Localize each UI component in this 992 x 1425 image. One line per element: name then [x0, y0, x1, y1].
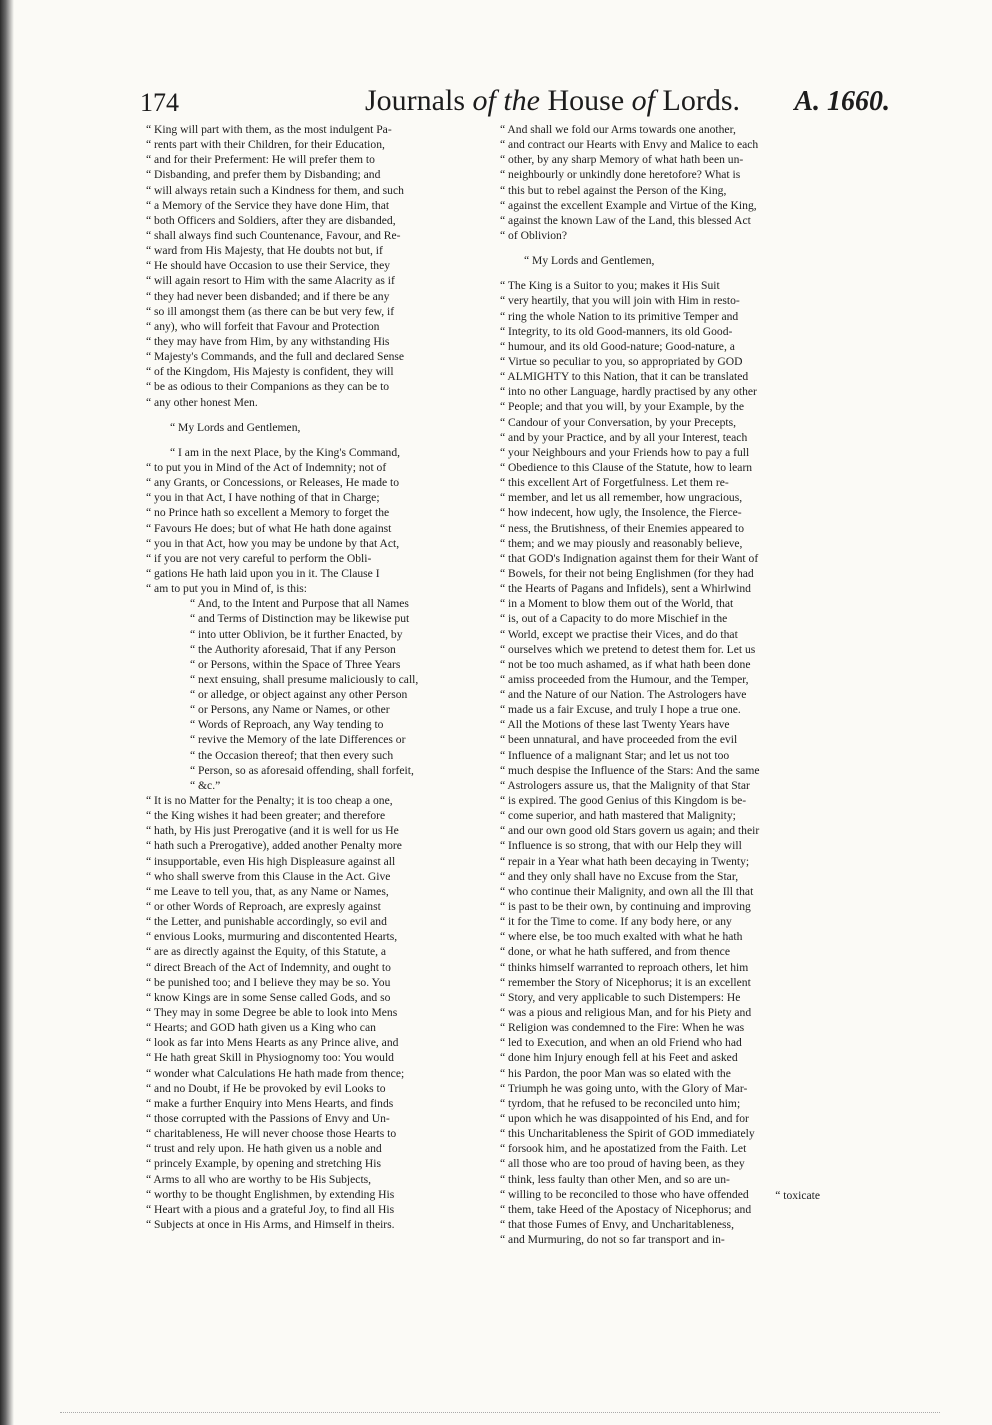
text-line: “ done, or what he hath suffered, and from thence: [500, 945, 730, 959]
text-line: “ those corrupted with the Passions of Envy and Un-: [146, 1112, 390, 1125]
title-part: House: [540, 84, 632, 117]
title-part: Journals: [365, 84, 473, 117]
text-line: “ Candour of your Conversation, by your Precepts,: [500, 415, 737, 429]
paragraph-gap: [146, 435, 494, 445]
text-line: “ so ill amongst them (as there can be but very few, if: [146, 304, 395, 318]
text-line: “ Bowels, for their not being Englishmen (for they had: [500, 566, 754, 580]
catchword: “ toxicate: [775, 1189, 820, 1202]
text-line: “ come superior, and hath mastered that Malignity;: [500, 809, 736, 823]
year: A. 1660.: [794, 86, 890, 117]
text-line: “ a Memory of the Service they have done Him, that: [146, 198, 390, 212]
text-line: “ and by your Practice, and by all your Interest, teach: [500, 430, 748, 444]
text-line: “ the Letter, and punishable accordingly, so evil and: [146, 915, 387, 929]
text-line: “ Heart with a pious and a grateful Joy, to find all His: [146, 1202, 395, 1216]
text-line: “ is past to be their own, by continuing and improving: [500, 900, 751, 914]
text-line: “ against the known Law of the Land, this blessed Act: [500, 213, 751, 227]
text-line: “ Hearts; and GOD hath given us a King who can: [146, 1021, 376, 1035]
text-line: “ and our own good old Stars govern us again; and their: [500, 824, 760, 838]
text-line: “ Disbanding, and prefer them by Disbanding; and: [146, 168, 381, 182]
page-header: [140, 82, 890, 122]
text-line: “ forsook him, and he apostatized from the Faith. Let: [500, 1142, 747, 1156]
text-line: “ wonder what Calculations He hath made from thence;: [146, 1066, 405, 1080]
text-line: “ or Persons, any Name or Names, or other: [190, 703, 390, 717]
right-column: [500, 122, 824, 1247]
title-part: of: [631, 84, 655, 117]
text-line: “ ness, the Brutishness, of their Enemies appeared to: [500, 521, 745, 535]
text-line: “ that those Fumes of Envy, and Uncharitableness,: [500, 1217, 734, 1231]
text-line: “ led to Execution, and when an old Friend who had: [500, 1036, 742, 1050]
text-line: “ ALMIGHTY to this Nation, that it can be translated: [500, 370, 749, 384]
text-line: “ and Murmuring, do not so far transport and in-: [500, 1233, 725, 1247]
text-line: “ and they only shall have no Excuse from the Star,: [500, 869, 739, 883]
text-line: “ any), who will forfeit that Favour and Protection: [146, 319, 380, 333]
running-title: [365, 84, 740, 118]
text-line: “ revive the Memory of the late Differences or: [190, 733, 406, 747]
text-line: “ it for the Time to come. If any body here, or any: [500, 915, 732, 929]
text-line: “ Story, and very applicable to such Distempers: He: [500, 990, 741, 1004]
text-line: “ the Occasion thereof; that then every such: [190, 748, 394, 762]
text-line: “ you in that Act, I have nothing of that in Charge;: [146, 491, 380, 505]
text-line: “ that GOD's Indignation against them for their Want of: [500, 551, 759, 565]
text-line: “ be punished too; and I believe they may be so. You: [146, 975, 391, 989]
text-line: “ am to put you in Mind of, is this:: [146, 582, 308, 596]
text-line: “ Arms to all who are worthy to be His Subjects,: [146, 1172, 372, 1186]
text-line: “ My Lords and Gentlemen,: [170, 420, 301, 434]
text-line: “ this but to rebel against the Person of the King,: [500, 183, 727, 197]
text-line: “ trust and rely upon. He hath given us a noble and: [146, 1142, 382, 1156]
text-line: “ Triumph he was going unto, with the Glory of Mar-: [500, 1081, 748, 1095]
text-line: “ look as far into Mens Hearts as any Prince alive, and: [146, 1036, 399, 1050]
text-line: “ both Officers and Soldiers, after they are disbanded,: [146, 213, 396, 227]
text-line: “ Religion was condemned to the Fire: When he was: [500, 1021, 745, 1035]
text-line: “ the Hearts of Pagans and Infidels), sent a Whirlwind: [500, 582, 751, 596]
text-line: “ ring the whole Nation to its primitive Temper and: [500, 309, 739, 323]
text-line: “ how indecent, how ugly, the Insolence, the Fierce-: [500, 506, 742, 520]
text-line: “ who shall swerve from this Clause in the Act. Give: [146, 869, 391, 883]
text-line: “ hath, by His just Prerogative (and it is well for us He: [146, 824, 399, 838]
text-line: “ other, by any sharp Memory of what hath been un-: [500, 153, 744, 167]
text-line: “ they may have from Him, by any withstanding His: [146, 334, 390, 348]
text-line: “ amiss proceeded from the Humour, and the Temper,: [500, 672, 749, 686]
text-line: “ are as directly against the Equity, of this Statute, a: [146, 945, 387, 959]
text-line: “ into no other Language, hardly practised by any other: [500, 385, 757, 399]
text-line: “ worthy to be thought Englishmen, by extending His: [146, 1187, 395, 1201]
text-line: “ or Persons, within the Space of Three Years: [190, 657, 401, 671]
text-line: “ ward from His Majesty, that He doubts not but, if: [146, 244, 383, 258]
text-line: “ willing to be reconciled to those who have offended: [500, 1187, 749, 1201]
text-line: “ the King wishes it had been greater; and therefore: [146, 809, 386, 823]
text-line: “ thinks himself warranted to reproach others, let him: [500, 960, 749, 974]
text-line: “ they had never been disbanded; and if there be any: [146, 289, 390, 303]
text-line: “ done him Injury enough fell at his Feet and asked: [500, 1051, 738, 1065]
text-line: “ tyrdom, that he refused to be reconciled unto him;: [500, 1096, 741, 1110]
text-line: “ think, less faulty than other Men, and so are un-: [500, 1172, 730, 1186]
text-line: “ He should have Occasion to use their Service, they: [146, 259, 391, 273]
text-line: “ not be too much ashamed, as if what hath been done: [500, 657, 751, 671]
text-line: “ He hath great Skill in Physiognomy too: You would: [146, 1051, 394, 1065]
text-line: “ where else, be too much exalted with what he hath: [500, 930, 743, 944]
text-line: “ Subjects at once in His Arms, and Himself in theirs.: [146, 1217, 395, 1231]
text-line: “ And, to the Intent and Purpose that all Names: [190, 597, 409, 611]
text-line: “ next ensuing, shall presume maliciously to call,: [190, 672, 419, 686]
text-line: “ of the Kingdom, His Majesty is confident, they will: [146, 365, 394, 379]
text-line: “ upon which he was disappointed of his End, and for: [500, 1112, 749, 1125]
text-line: “ and the Nature of our Nation. The Astrologers have: [500, 688, 747, 702]
text-line: “ and Terms of Distinction may be likewise put: [190, 612, 410, 626]
text-line: “ made us a fair Excuse, and truly I hope a true one.: [500, 703, 741, 717]
text-line: “ to put you in Mind of the Act of Indemnity; not of: [146, 460, 387, 474]
text-line: “ know Kings are in some Sense called Gods, and so: [146, 990, 391, 1004]
paragraph-gap: [500, 243, 824, 253]
text-line: “ insupportable, even His high Displeasure against all: [146, 854, 396, 868]
page-number: 174: [140, 88, 179, 117]
text-line: “ any other honest Men.: [146, 395, 258, 409]
text-line: “ this Uncharitableness the Spirit of GOD immediately: [500, 1127, 755, 1141]
paragraph-gap: [500, 268, 824, 278]
text-line: “ any Grants, or Concessions, or Releases, He made to: [146, 476, 400, 490]
text-line: “ The King is a Suitor to you; makes it His Suit: [500, 279, 720, 293]
text-line: “ his Pardon, the poor Man was so elated with the: [500, 1066, 731, 1080]
text-line: “ They may in some Degree be able to look into Mens: [146, 1006, 398, 1020]
text-line: “ neighbourly or unkindly done heretofore? What is: [500, 168, 741, 182]
page-edge-shadow: [0, 0, 14, 1425]
text-line: “ was a pious and religious Man, and for his Piety and: [500, 1006, 752, 1020]
text-line: “ is expired. The good Genius of this Kingdom is be-: [500, 794, 747, 808]
text-line: “ remember the Story of Nicephorus; it is an excellent: [500, 975, 751, 989]
text-line: “ Favours He does; but of what He hath done against: [146, 521, 392, 535]
text-line: “ into utter Oblivion, be it further Enacted, by: [190, 627, 403, 641]
text-line: “ rents part with their Children, for their Education,: [146, 138, 385, 152]
paragraph-gap: [146, 410, 494, 420]
text-line: “ shall always find such Countenance, Favour, and Re-: [146, 228, 401, 242]
text-line: “ Virtue so peculiar to you, so appropriated by GOD: [500, 354, 743, 368]
text-line: “ Influence is so strong, that with our Help they will: [500, 839, 742, 853]
text-line: “ princely Example, by opening and stretching His: [146, 1157, 382, 1171]
left-column: [146, 122, 494, 1232]
text-line: “ who continue their Malignity, and own all the Ill that: [500, 884, 754, 898]
text-line: “ in a Moment to blow them out of the World, that: [500, 597, 734, 611]
bottom-rule: [60, 1412, 940, 1413]
text-line: “ and for their Preferment: He will prefer them to: [146, 153, 375, 167]
text-line: “ of Oblivion?: [500, 228, 567, 242]
text-line: “ King will part with them, as the most indulgent Pa-: [146, 123, 392, 136]
text-line: “ will again resort to Him with the same Alacrity as if: [146, 274, 395, 288]
text-line: “ Words of Reproach, any Way tending to: [190, 718, 384, 732]
text-line: “ make a further Enquiry into Mens Hearts, and finds: [146, 1096, 394, 1110]
text-line: “ I am in the next Place, by the King's Command,: [170, 445, 401, 459]
text-line: “ Astrologers assure us, that the Malignity of that Star: [500, 778, 750, 792]
title-part: Lords.: [655, 84, 740, 117]
text-line: “ Majesty's Commands, and the full and declared Sense: [146, 350, 405, 364]
text-line: “ be as odious to their Companions as they can be to: [146, 380, 390, 394]
text-line: “ Person, so as aforesaid offending, shall forfeit,: [190, 763, 414, 777]
text-line: “ and no Doubt, if He be provoked by evil Looks to: [146, 1081, 386, 1095]
text-line: “ or other Words of Reproach, are expresly against: [146, 900, 381, 914]
text-line: “ the Authority aforesaid, That if any Person: [190, 642, 396, 656]
text-line: “ them, take Heed of the Apostacy of Nicephorus; and: [500, 1202, 752, 1216]
text-line: “ It is no Matter for the Penalty; it is too cheap a one,: [146, 794, 393, 808]
text-line: “ Integrity, to its old Good-manners, its old Good-: [500, 324, 733, 338]
text-line: “ much despise the Influence of the Stars: And the same: [500, 763, 760, 777]
text-line: “ me Leave to tell you, that, as any Name or Names,: [146, 884, 389, 898]
text-line: “ humour, and its old Good-nature; Good-nature, a: [500, 339, 735, 353]
text-line: “ all those who are too proud of having been, as they: [500, 1157, 745, 1171]
text-line: “ no Prince hath so excellent a Memory to forget the: [146, 506, 390, 520]
text-line: “ against the excellent Example and Virtue of the King,: [500, 198, 757, 212]
text-line: “ All the Motions of these last Twenty Years have: [500, 718, 730, 732]
text-line: “ Influence of a malignant Star; and let us not too: [500, 748, 730, 762]
text-line: “ and contract our Hearts with Envy and Malice to each: [500, 138, 759, 152]
text-line: “ hath such a Prerogative), added another Penalty more: [146, 839, 402, 853]
text-line: “ People; and that you will, by your Example, by the: [500, 400, 745, 414]
title-part: of the: [472, 84, 540, 117]
text-line: “ this excellent Art of Forgetfulness. Let them re-: [500, 476, 729, 490]
text-line: “ been unnatural, and have proceeded from the evil: [500, 733, 738, 747]
text-line: “ your Neighbours and your Friends how to pay a full: [500, 445, 750, 459]
text-line: “ direct Breach of the Act of Indemnity, and ought to: [146, 960, 391, 974]
text-line: “ &c.”: [190, 778, 221, 792]
text-line: “ very heartily, that you will join with Him in resto-: [500, 294, 740, 308]
text-line: “ will always retain such a Kindness for them, and such: [146, 183, 404, 197]
text-line: “ And shall we fold our Arms towards one another,: [500, 123, 736, 136]
text-line: “ or alledge, or object against any other Person: [190, 688, 408, 702]
text-line: “ My Lords and Gentlemen,: [524, 254, 655, 268]
text-line: “ you in that Act, how you may be undone by that Act,: [146, 536, 400, 550]
text-line: “ if you are not very careful to perform the Obli-: [146, 551, 372, 565]
text-line: “ Obedience to this Clause of the Statute, how to learn: [500, 460, 753, 474]
text-line: “ repair in a Year what hath been decaying in Twenty;: [500, 854, 750, 868]
text-line: “ member, and let us all remember, how ungracious,: [500, 491, 743, 505]
text-line: “ them; and we may piously and reasonably believe,: [500, 536, 743, 550]
text-line: “ ourselves which we pretend to detest them for. Let us: [500, 642, 756, 656]
text-line: “ envious Looks, murmuring and discontented Hearts,: [146, 930, 398, 944]
text-line: “ World, except we practise their Vices, and do that: [500, 627, 738, 641]
text-line: “ charitableness, He will never choose those Hearts to: [146, 1127, 397, 1141]
text-line: “ is, out of a Capacity to do more Mischief in the: [500, 612, 728, 626]
text-line: “ gations He hath laid upon you in it. The Clause I: [146, 566, 380, 580]
